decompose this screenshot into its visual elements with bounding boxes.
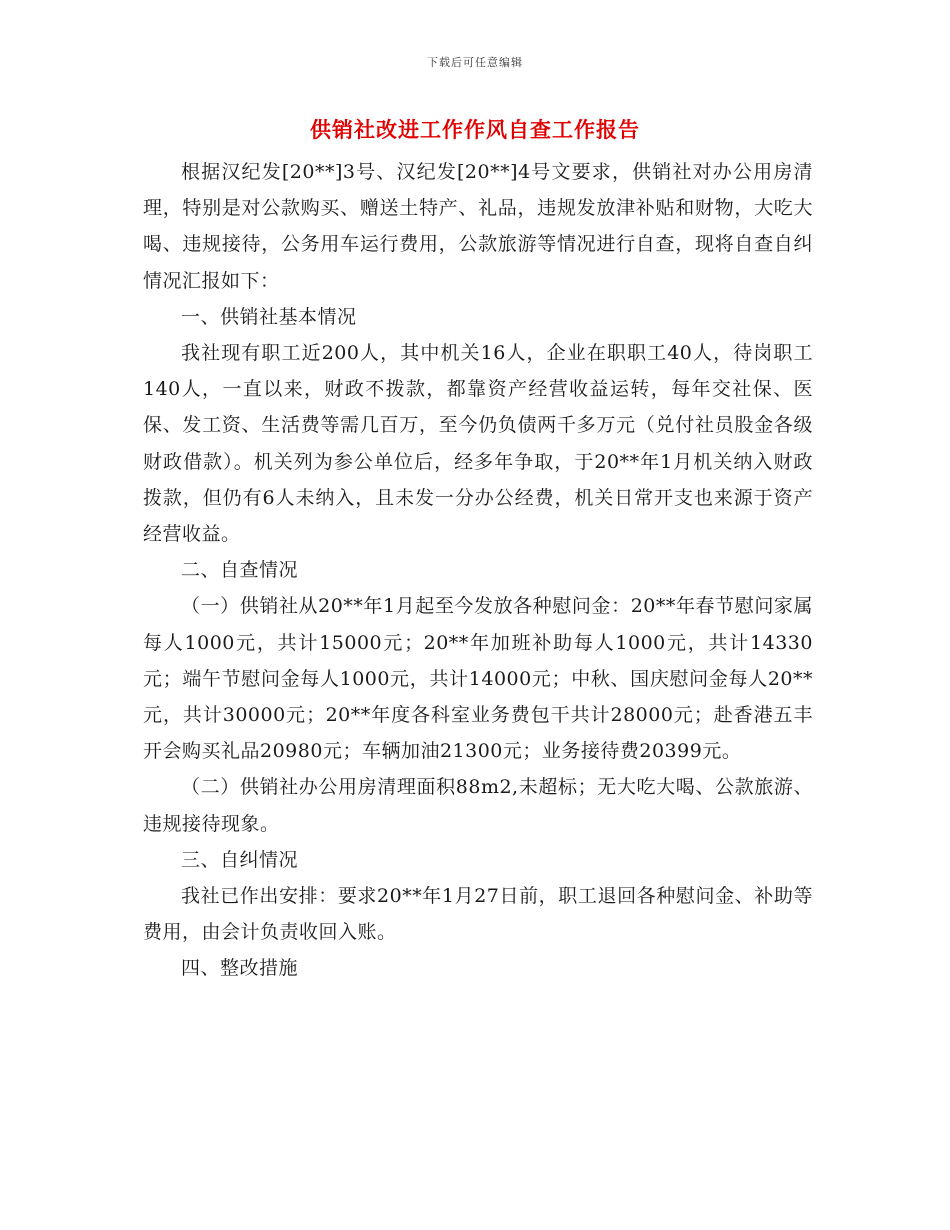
section-heading-rectification: 四、整改措施 — [181, 957, 299, 980]
intro-paragraph: 根据汉纪发[20**]3号、汉纪发[20**]4号文要求，供销社对办公用房清理，特别是对公款购买、赠送土特产、礼品，违规发放津补贴和财物，大吃大喝、违规接待，公务用车运行费用，公款旅游等情况进行自查，现将自查自纠情况汇报如下： — [143, 161, 813, 292]
document-body — [143, 154, 813, 987]
self-correction-paragraph: 我社已作出安排：要求20**年1月27日前，职工退回各种慰问金、补助等费用，由会计负责收回入账。 — [143, 885, 813, 944]
basic-situation-paragraph: 我社现有职工近200人，其中机关16人，企业在职职工40人，待岗职工140人，一直以来，财政不拨款，都靠资产经营收益运转，每年交社保、医保、发工资、生活费等需几百万，至今仍负债两千多万元（兑付社员股金各级财政借款）。机关列为参公单位后，经多年争取，于20**年1月机关纳入财政拨款，但仍有6人未纳入，且未发一分办公经费，机关日常开支也来源于资产经营收益。 — [143, 342, 813, 546]
section-heading-basic-situation: 一、供销社基本情况 — [181, 305, 357, 328]
section-heading-self-inspection: 二、自查情况 — [181, 559, 299, 582]
section-heading-self-correction: 三、自纠情况 — [181, 848, 299, 871]
header-note: 下载后可任意编辑 — [427, 56, 523, 69]
document-title: 供销社改进工作作风自查工作报告 — [310, 118, 640, 142]
self-inspection-paragraph-2: （二）供销社办公用房清理面积88m2,未超标；无大吃大喝、公款旅游、违规接待现象。 — [143, 776, 813, 835]
self-inspection-paragraph-1: （一）供销社从20**年1月起至今发放各种慰问金：20**年春节慰问家属每人1000元，共计15000元；20**年加班补助每人1000元，共计14330元；端午节慰问金每人1000元，共计14000元；中秋、国庆慰问金每人20**元，共计30000元；20**年度各科室业务费包干共计28000元；赴香港五丰开会购买礼品20980元；车辆加油21300元；业务接待费20399元。 — [143, 595, 813, 763]
